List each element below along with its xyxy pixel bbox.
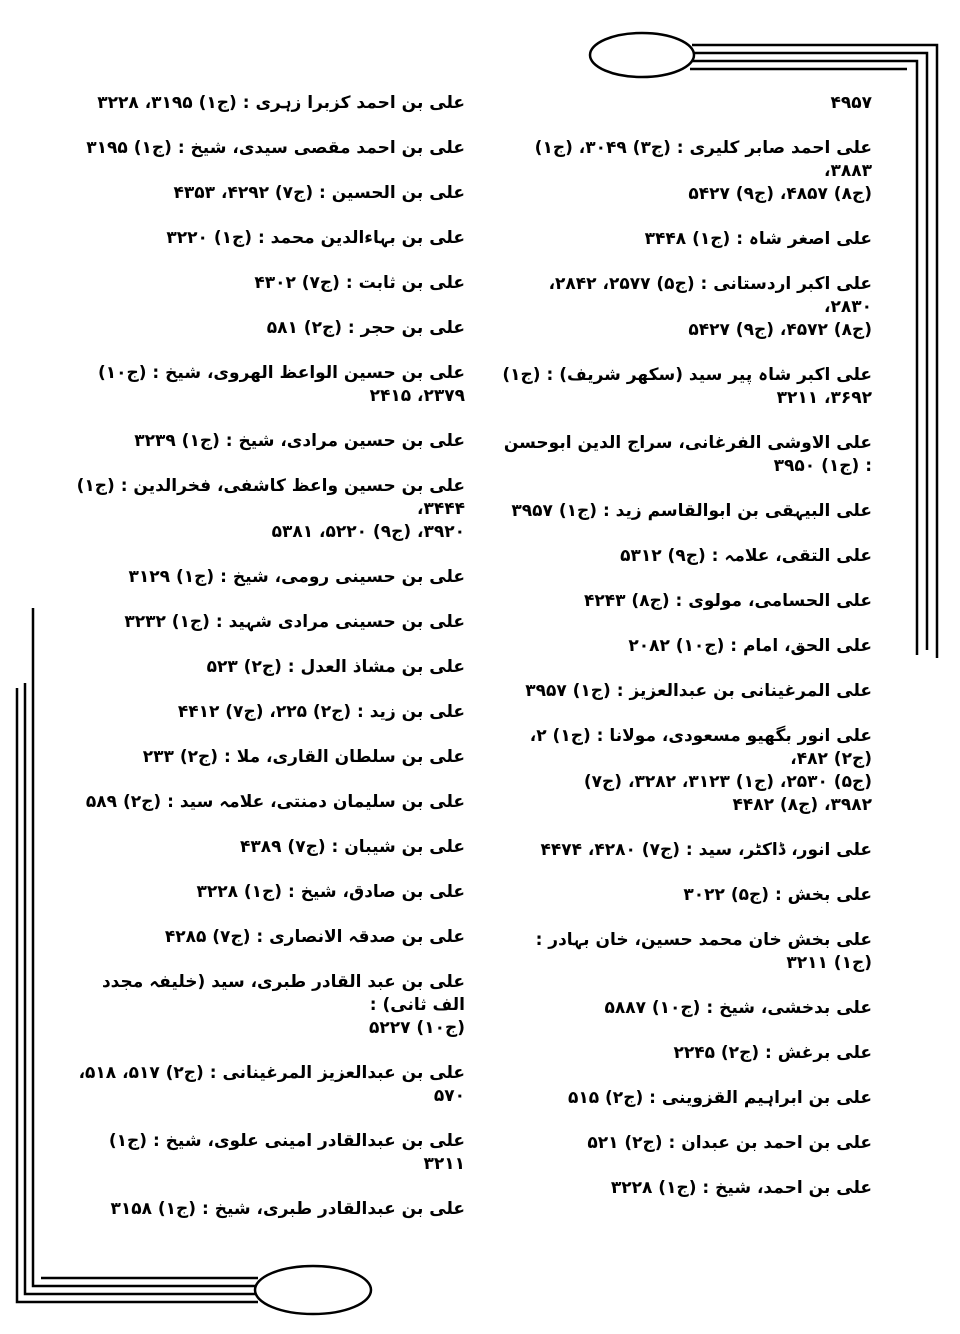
index-entry-line: علی برغش : (ج۲) ۲۲۴۵ (673, 1043, 872, 1063)
index-entry (497, 1177, 872, 1200)
index-entry-line: علی اکبر شاہ پیر سید (سکھر شریف) : (ج۱) ۳۶۹۲، ۳۲۱۱ (502, 365, 872, 408)
index-entry (497, 432, 872, 478)
index-entry-line: علی الاوشی الفرغانی، سراج الدین ابوحسن : (ج۱) ۳۹۵۰ (503, 433, 872, 476)
index-entry-line: علی انور، ڈاکٹر، سید : (ج۷) ۴۲۸۰، ۴۴۷۴ (540, 840, 872, 860)
index-entry-line: علی التقی، علامہ : (ج۹) ۵۳۱۲ (620, 546, 872, 566)
index-entry-line: علی بن ثابت : (ج۷) ۴۳۰۲ (254, 273, 465, 293)
index-entry-line: علی بن زید : (ج۲) ۲۲۵، (ج۷) ۴۴۱۲ (177, 702, 465, 722)
index-entry (75, 475, 465, 544)
index-entry-line: علی بن الحسین : (ج۷) ۴۲۹۲، ۴۳۵۳ (173, 183, 465, 203)
index-entry (497, 137, 872, 206)
index-entry (75, 971, 465, 1040)
index-entry (497, 364, 872, 410)
index-entry (75, 656, 465, 679)
index-entry (497, 997, 872, 1020)
index-entry-line: علی بن شیبان : (ج۷) ۴۳۸۹ (239, 837, 465, 857)
index-entry (497, 725, 872, 817)
index-entry (75, 791, 465, 814)
index-column-right (497, 92, 872, 1222)
index-entry-line: علی اصغر شاہ : (ج۱) ۳۴۴۸ (644, 229, 872, 249)
index-entry (75, 362, 465, 408)
index-entry-line: علی بن حسینی مرادی شہید : (ج۱) ۳۲۳۲ (124, 612, 465, 632)
index-entry-line: ۳۹۸۲، (ج۸) ۴۴۸۲ (732, 795, 872, 815)
index-entry-line: علی انور بگھیو مسعودی، مولانا : (ج۱) ۲، (ج۲) ۴۸۲، (529, 726, 872, 769)
index-entry-line: علی بن حجر : (ج۲) ۵۸۱ (266, 318, 465, 338)
index-entry (497, 839, 872, 862)
index-entry (75, 926, 465, 949)
index-entry (75, 272, 465, 295)
index-entry-line: علی بن عبدالعزیز المرغینانی : (ج۲) ۵۱۷، ۵۱۸، ۵۷۰ (78, 1063, 465, 1106)
index-entry (75, 1062, 465, 1108)
index-entry (75, 317, 465, 340)
index-entry (75, 92, 465, 115)
index-entry-line: علی بن حسین مرادی، شیخ : (ج۱) ۳۲۳۹ (134, 431, 465, 451)
index-entry-line: علی بخش خان محمد حسین، خان بہادر : (ج۱) ۳۲۱۱ (535, 930, 872, 973)
index-entry-line: (ج۸) ۴۸۵۷، (ج۹) ۵۴۲۷ (688, 184, 872, 204)
index-entry (75, 182, 465, 205)
index-entry (75, 611, 465, 634)
index-entry (497, 273, 872, 342)
index-entry-line: علی بن عبدالقادر طبری، شیخ : (ج۱) ۳۱۵۸ (110, 1199, 465, 1219)
index-entry-line: ۳۹۲۰، (ج۹) ۵۲۲۰، ۵۳۸۱ (271, 522, 465, 542)
index-entry (75, 566, 465, 589)
index-entry (75, 836, 465, 859)
index-entry (497, 1042, 872, 1065)
index-entry (75, 1130, 465, 1176)
index-entry (75, 701, 465, 724)
index-entry-line: علی بن بہاءالدین محمد : (ج۱) ۳۲۲۰ (166, 228, 465, 248)
index-entry (75, 227, 465, 250)
index-entry (497, 635, 872, 658)
index-entry-line: علی بن مشاذ العدل : (ج۲) ۵۲۳ (206, 657, 465, 677)
index-entry (497, 929, 872, 975)
index-entry-line: علی بخش : (ج۵) ۳۰۲۲ (683, 885, 872, 905)
index-entry-line: (ج۵) ۲۵۳۰، (ج۱) ۳۱۲۳، ۳۲۸۲، (ج۷) (583, 772, 872, 792)
index-entry (497, 1087, 872, 1110)
index-entry-line: علی بن صدقہ الانصاری : (ج۷) ۴۲۸۵ (164, 927, 465, 947)
index-entry-line: علی بن حسینی رومی، شیخ : (ج۱) ۳۱۲۹ (128, 567, 465, 587)
index-column-left (75, 92, 465, 1243)
index-entry-line: علی المرغینانی بن عبدالعزیز : (ج۱) ۳۹۵۷ (525, 681, 872, 701)
index-entry-line: علی بن احمد بن عبدان : (ج۲) ۵۲۱ (587, 1133, 872, 1153)
index-entry-line: علی بدخشی، شیخ : (ج۱۰) ۵۸۸۷ (604, 998, 872, 1018)
index-entry (75, 881, 465, 904)
index-entry-line: علی بن سلیمان دمنتی، علامہ سید : (ج۲) ۵۸۹ (85, 792, 465, 812)
index-entry-line: علی بن احمد مقصی سیدی، شیخ : (ج۱) ۳۱۹۵ (86, 138, 465, 158)
index-entry-line: علی بن احمد، شیخ : (ج۱) ۳۲۲۸ (610, 1178, 872, 1198)
index-entry (497, 884, 872, 907)
top-oval-ornament (590, 33, 694, 77)
index-entry (75, 430, 465, 453)
index-entry-line: علی بن سلطان القاری، ملا : (ج۲) ۲۳۳ (142, 747, 465, 767)
index-entry-line: علی بن حسین واعظ کاشفی، فخرالدین : (ج۱) ۳۴۴۴، (76, 476, 465, 519)
index-entry-line: ۴۹۵۷ (830, 93, 872, 113)
bottom-oval-ornament (255, 1266, 371, 1314)
index-entry (497, 1132, 872, 1155)
index-entry (497, 500, 872, 523)
index-entry (497, 545, 872, 568)
index-entry (75, 746, 465, 769)
index-entry-line: علی احمد صابر کلیری : (ج۳) ۳۰۴۹، (ج۱) ۳۸۸۳، (534, 138, 872, 181)
index-entry (497, 680, 872, 703)
index-entry-line: علی اکبر اردستانی : (ج۵) ۲۵۷۷، ۲۸۴۲، ۲۸۳۰، (548, 274, 872, 317)
index-entry-line: (ج۱۰) ۵۲۲۷ (368, 1018, 465, 1038)
index-entry (497, 590, 872, 613)
index-entry-line: علی الحق، امام : (ج۱۰) ۲۰۸۲ (628, 636, 872, 656)
index-entry-line: علی بن حسین الواعظ الھروی، شیخ : (ج۱۰) ۲۳۷۹، ۲۴۱۵ (97, 363, 465, 406)
index-entry-line: علی بن صادق، شیخ : (ج۱) ۳۲۲۸ (196, 882, 465, 902)
index-entry-line: علی الحسامی، مولوی : (ج۸) ۴۲۴۳ (584, 591, 872, 611)
index-entry (75, 1198, 465, 1221)
index-entry (75, 137, 465, 160)
index-entry-line: علی بن عبد القادر طبری، سید (خلیفہ مجدد الف ثانی) : (101, 972, 465, 1015)
index-entry (497, 92, 872, 115)
index-entry-line: (ج۸) ۴۵۷۲، (ج۹) ۵۴۲۷ (688, 320, 872, 340)
index-entry-line: علی البیہقی بن ابوالقاسم زید : (ج۱) ۳۹۵۷ (511, 501, 872, 521)
index-entry (497, 228, 872, 251)
index-entry-line: علی بن عبدالقادر امینی علوی، شیخ : (ج۱) ۳۲۱۱ (108, 1131, 465, 1174)
index-entry-line: علی بن ابراہیم القزوینی : (ج۲) ۵۱۵ (567, 1088, 872, 1108)
index-entry-line: علی بن احمد کزبرا زہری : (ج۱) ۳۱۹۵، ۳۲۲۸ (97, 93, 465, 113)
